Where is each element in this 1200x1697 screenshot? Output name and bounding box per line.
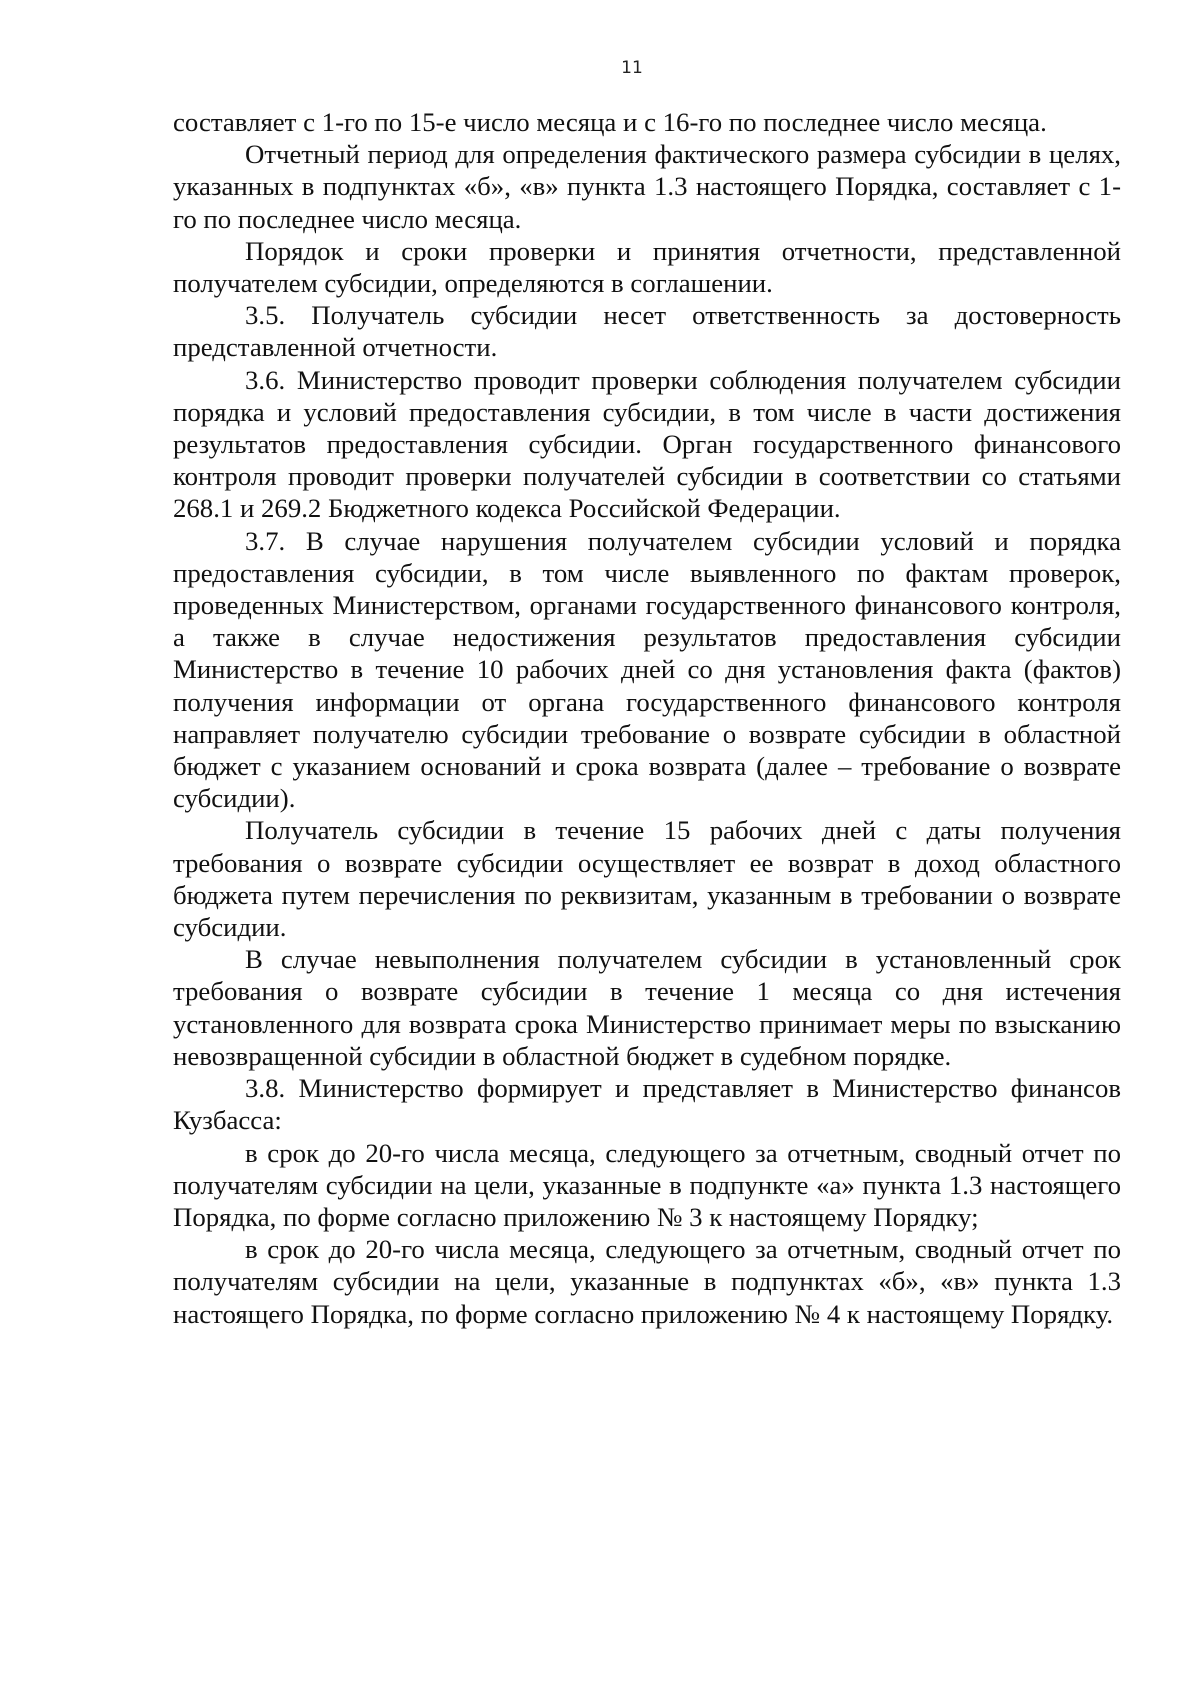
paragraph: Порядок и сроки проверки и принятия отчетности, представленной получателем субсидии, определяются в соглашении.: [173, 235, 1121, 299]
paragraph: Получатель субсидии в течение 15 рабочих дней с даты получения требования о возврате субсидии осуществляет ее возврат в доход областного бюджета путем перечисления по реквизитам, указанным в требовании о возврате субсидии.: [173, 815, 1121, 943]
paragraph-3-6: 3.6. Министерство проводит проверки соблюдения получателем субсидии порядка и условий предоставления субсидии, в том числе в части достижения результатов предоставления субсидии. Орган государственного финансового контроля проводит проверки получателей субсидии в соответствии со статьями 268.1 и 269.2 Бюджетного кодекса Российской Федерации.: [173, 364, 1121, 524]
paragraph-3-5: 3.5. Получатель субсидии несет ответственность за достоверность представленной отчетности.: [173, 300, 1121, 363]
list-item: в срок до 20-го числа месяца, следующего за отчетным, сводный отчет по получателям субсидии на цели, указанные в подпункте «а» пункта 1.3 настоящего Порядка, по форме согласно приложению № 3 к настоящему Порядку;: [173, 1137, 1121, 1232]
paragraph: Отчетный период для определения фактического размера субсидии в целях, указанных в подпунктах «б», «в» пункта 1.3 настоящего Порядка, составляет с 1-го по последнее число месяца.: [173, 139, 1121, 234]
document-body: [173, 106, 1121, 1330]
page-number: 11: [621, 58, 643, 78]
list-item: в срок до 20-го числа месяца, следующего за отчетным, сводный отчет по получателям субсидии на цели, указанные в подпунктах «б», «в» пункта 1.3 настоящего Порядка, по форме согласно приложению № 4 к настоящему Порядку.: [173, 1234, 1121, 1329]
paragraph-3-8: 3.8. Министерство формирует и представляет в Министерство финансов Кузбасса:: [173, 1073, 1121, 1136]
paragraph: В случае невыполнения получателем субсидии в установленный срок требования о возврате субсидии в течение 1 месяца со дня истечения установленного для возврата срока Министерство принимает меры по взысканию невозвращенной субсидии в областной бюджет в судебном порядке.: [173, 944, 1121, 1071]
paragraph-3-7: 3.7. В случае нарушения получателем субсидии условий и порядка предоставления субсидии, в том числе выявленного по фактам проверок, проведенных Министерством, органами государственного финансового контроля, а также в случае недостижения результатов предоставления субсидии Министерство в течение 10 рабочих дней со дня установления факта (фактов) получения информации от органа государственного финансового контроля направляет получателю субсидии требование о возврате субсидии в областной бюджет с указанием оснований и срока возврата (далее – требование о возврате субсидии).: [173, 525, 1121, 814]
paragraph: составляет с 1-го по 15-е число месяца и с 16-го по последнее число месяца.: [173, 107, 1047, 137]
